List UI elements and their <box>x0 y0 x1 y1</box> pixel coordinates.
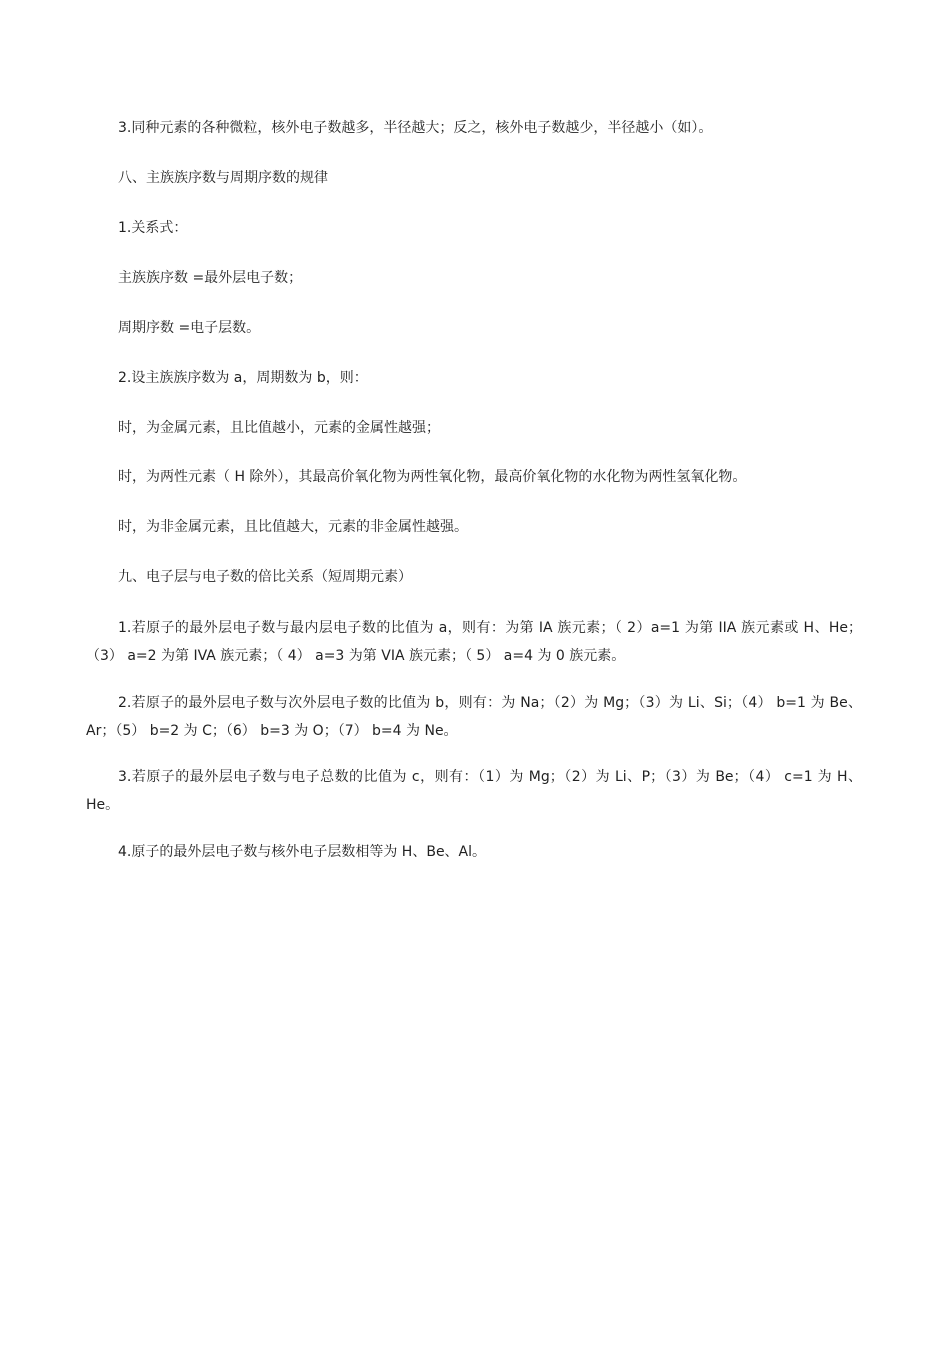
text-line-relation: 1.关系式： <box>118 220 188 236</box>
paragraph-ratio-c: 3.若原子的最外层电子数与电子总数的比值为 c，则有：（1）为 Mg；（2）为 Li、P；（3）为 Be；（4） c=1 为 H、He。 <box>86 769 862 813</box>
text-line-ion-radius: 3.同种元素的各种微粒，核外电子数越多，半径越大；反之，核外电子数越少，半径越小（如）。 <box>118 120 713 136</box>
section-heading-8: 八、主族族序数与周期序数的规律 <box>118 170 328 186</box>
text-line-assume: 2.设主族族序数为 a，周期数为 b，则： <box>118 370 368 386</box>
paragraph-equal: 4.原子的最外层电子数与核外电子层数相等为 H、Be、Al。 <box>118 844 487 860</box>
paragraph-ratio-b: 2.若原子的最外层电子数与次外层电子数的比值为 b，则有：为 Na；（2）为 Mg；（3）为 Li、Si；（4） b=1 为 Be、Ar；（5） b=2 为 C；（6） b=3 为 O；（7） b=4 为 Ne。 <box>86 695 862 739</box>
text-line-period-number: 周期序数 =电子层数。 <box>118 320 261 336</box>
text-line-group-number: 主族族序数 =最外层电子数； <box>118 270 303 286</box>
text-line-nonmetal: 时，为非金属元素，且比值越大，元素的非金属性越强。 <box>118 519 468 535</box>
paragraph-ratio-a: 1.若原子的最外层电子数与最内层电子数的比值为 a，则有：为第 IA 族元素；（ 2）a=1 为第 IIA 族元素或 H、He；（3） a=2 为第 IVA 族元素；（ 4） a=3 为第 VIA 族元素；（ 5） a=4 为 0 族元素。 <box>86 620 862 664</box>
text-line-metal: 时，为金属元素，且比值越小，元素的金属性越强； <box>118 420 440 436</box>
section-heading-9: 九、电子层与电子数的倍比关系（短周期元素） <box>118 569 412 585</box>
text-line-amphoteric: 时，为两性元素（ H 除外），其最高价氧化物为两性氧化物，最高价氧化物的水化物为两性氢氧化物。 <box>118 469 747 485</box>
